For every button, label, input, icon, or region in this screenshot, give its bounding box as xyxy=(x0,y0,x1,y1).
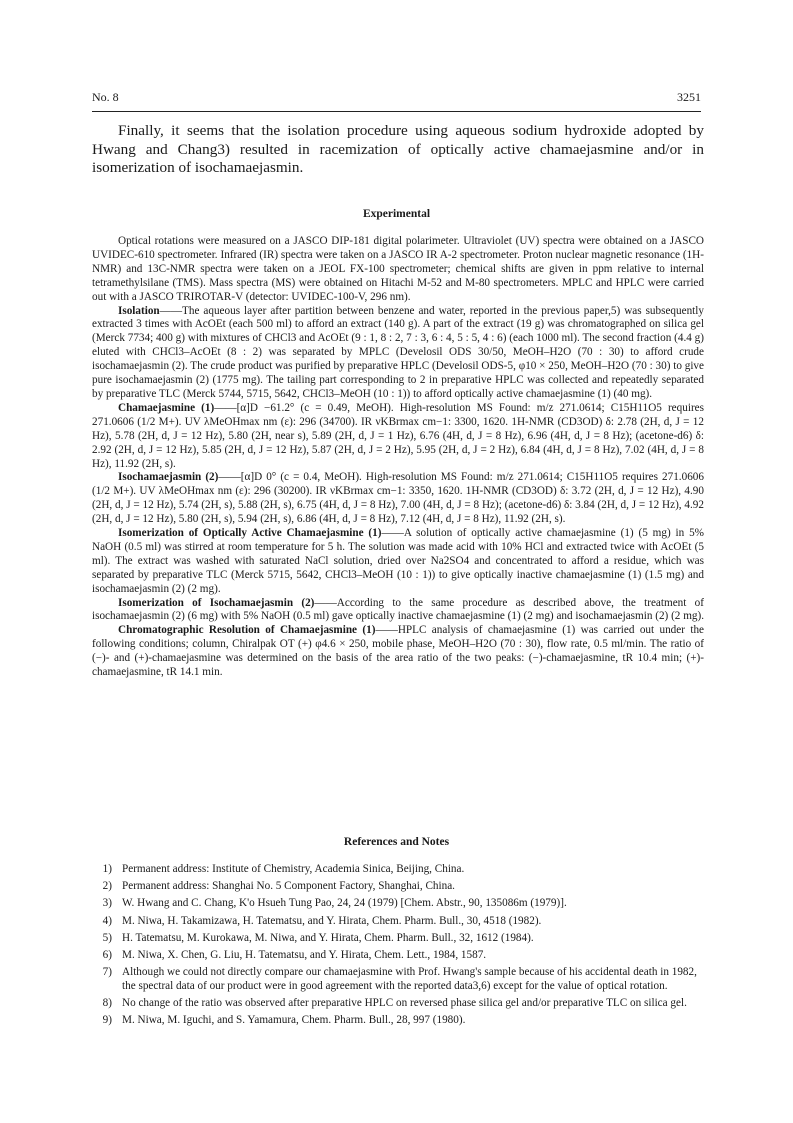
isolation-paragraph xyxy=(92,305,704,402)
reference-text: H. Tatematsu, M. Kurokawa, M. Niwa, and Y. Hirata, Chem. Pharm. Bull., 32, 1612 (1984). xyxy=(122,931,534,944)
reference-number: 6) xyxy=(102,948,112,961)
experimental-section xyxy=(92,235,704,680)
reference-item xyxy=(92,966,704,994)
references-heading: References and Notes xyxy=(343,836,450,848)
isomerization-1-label: Isomerization of Optically Active Chamaejasmine (1) xyxy=(118,527,382,540)
reference-item xyxy=(92,1014,704,1028)
issue-number: No. 8 xyxy=(92,90,119,104)
chamaejasmine-text: ——[α]D −61.2° (c = 0.49, MeOH). High-resolution MS Found: m/z 271.0614; C15H11O5 requires 271.0606 (1/2 M+). UV λMeOHmax nm (ε): 296 (34700). IR νKBrmax cm−1: 3300, 1620. 1H-NMR (CD3OD) δ: 2.78 (2H, d, J = 12 Hz), 5.78 (2H, d, J = 12 Hz), 5.80 (2H, near s), 5.89 (2H, d, J = 1 Hz), 6.76 (4H, d, J = 8 Hz), 6.96 (4H, d, J = 8 Hz); (acetone-d6) δ: 2.92 (2H, d, J = 12 Hz), 5.85 (2H, d, J = 12 Hz), 5.87 (2H, d, J = 2 Hz), 5.95 (2H, d, J = 2 Hz), 6.84 (4H, d, J = 8 Hz), 7.02 (4H, d, J = 8 Hz), 11.92 (2H, s). xyxy=(92,401,704,470)
isomerization-2-text: ——According to the same procedure as described above, the treatment of isochamaejasmin (2) (6 mg) with 5% NaOH (0.5 ml) gave optically inactive chamaejasmine (1) (2 mg) and isochamaejasmin (2) (2 mg). xyxy=(92,596,705,623)
reference-text: Although we could not directly compare our chamaejasmine with Prof. Hwang's sample because of his accidental death in 1982, the spectral data of our product were in good agreement with the reported data3,6) except for the value of optical rotation. xyxy=(122,966,697,992)
reference-item xyxy=(92,897,704,911)
isolation-text: ——The aqueous layer after partition between benzene and water, reported in the previous paper,5) was subsequently extracted 3 times with AcOEt (each 500 ml) to afford an extract (140 g). A part of the extract (19 g) was chromatographed on silica gel (Merck 7734; 400 g) with mixtures of CHCl3 and AcOEt (9 : 1, 8 : 2, 7 : 3, 6 : 4, 5 : 5, 4 : 6) (each 1000 ml). The second fraction (4.4 g) eluted with CHCl3–AcOEt (8 : 2) was separated by MPLC (Develosil ODS 30/50, MeOH–H2O (70 : 30) to afford crude isochamaejasmin (2). The crude product was purified by preparative HPLC (Develosil ODS-5, φ10 × 250, MeOH–H2O (70 : 30) to give pure isochamaejasmin (2) (1775 mg). The tailing part corresponding to 2 in preparative HPLC was collected and repeatedly separated by preparative TLC (Merck 5744, 5715, 5642, CHCl3–MeOH (10 : 1)) to afford optically active chamaejasmine (1) (40 mg). xyxy=(92,304,704,400)
reference-text: W. Hwang and C. Chang, K'o Hsueh Tung Pao, 24, 24 (1979) [Chem. Abstr., 90, 135086m (1979)]. xyxy=(122,897,567,910)
general-methods-paragraph: Optical rotations were measured on a JASCO DIP-181 digital polarimeter. Ultraviolet (UV) spectra were obtained on a JASCO UVIDEC-610 spectrometer. Infrared (IR) spectra were taken on a JASCO IR A-2 spectrometer. Proton nuclear magnetic resonance (1H-NMR) and 13C-NMR spectra were taken on a JEOL FX-100 spectrometer; chemical shifts are given in ppm relative to internal tetramethylsilane (TMS). Mass spectra (MS) were obtained on Hitachi M-52 and M-80 spectrometers. MPLC and HPLC were carried out with a JASCO TRIROTAR-V (detector: UVIDEC-100-V, 296 nm). xyxy=(92,235,704,303)
reference-text: Permanent address: Institute of Chemistry, Academia Sinica, Beijing, China. xyxy=(122,863,465,875)
isomerization-1-paragraph xyxy=(92,527,704,597)
reference-item xyxy=(92,949,704,963)
reference-number: 1) xyxy=(102,863,112,875)
page-number: 3251 xyxy=(677,90,701,104)
isomerization-1-text: ——A solution of optically active chamaejasmine (1) (5 mg) in 5% NaOH (0.5 ml) was stirred at room temperature for 5 h. The solution was made acid with 10% HCl and extracted twice with AcOEt (5 ml). The extract was washed with saturated NaCl solution, dried over Na2SO4 and concentrated to afford a residue, which was separated by preparative TLC (Merck 5715, 5642, CHCl3–MeOH (10 : 1)) to give optically inactive chamaejasmine (1) (1.5 mg) and isochamaejasmin (2) (2 mg). xyxy=(92,527,704,595)
chromatographic-resolution-paragraph xyxy=(92,624,704,680)
isolation-label: Isolation xyxy=(118,304,160,317)
experimental-heading: Experimental xyxy=(362,208,431,220)
reference-item xyxy=(92,915,704,929)
isomerization-2-paragraph xyxy=(92,597,704,625)
reference-number: 3) xyxy=(102,897,112,910)
reference-text: Permanent address: Shanghai No. 5 Component Factory, Shanghai, China. xyxy=(122,880,455,893)
reference-item xyxy=(92,932,704,946)
reference-number: 9) xyxy=(102,1014,112,1027)
reference-text: M. Niwa, H. Takamizawa, H. Tatematsu, and Y. Hirata, Chem. Pharm. Bull., 30, 4518 (1982). xyxy=(122,914,542,927)
reference-item xyxy=(92,997,704,1011)
references-list xyxy=(92,863,704,1031)
reference-number: 7) xyxy=(102,966,112,979)
chromatographic-resolution-text: ——HPLC analysis of chamaejasmine (1) was carried out under the following conditions; column, Chiralpak OT (+) φ4.6 × 250, mobile phase, MeOH–H2O (70 : 30), flow rate, 0.5 ml/min. The ratio of (−)- and (+)-chamaejasmine was determined on the basis of the area ratio of the two peaks: (−)-chamaejasmine, tR 10.4 min; (+)-chamaejasmine, tR 14.1 min. xyxy=(92,624,705,679)
isochamaejasmin-paragraph xyxy=(92,471,704,527)
reference-number: 2) xyxy=(102,880,112,893)
reference-number: 4) xyxy=(102,914,112,927)
isochamaejasmin-label: Isochamaejasmin (2) xyxy=(118,471,219,484)
intro-paragraph: Finally, it seems that the isolation procedure using aqueous sodium hydroxide adopted by Hwang and Chang3) resulted in racemization of optically active chamaejasmine and/or in isomerization of isochamaejasmin. xyxy=(92,122,704,177)
chromatographic-resolution-label: Chromatographic Resolution of Chamaejasmine (1) xyxy=(118,624,376,637)
reference-text: M. Niwa, X. Chen, G. Liu, H. Tatematsu, and Y. Hirata, Chem. Lett., 1984, 1587. xyxy=(122,948,487,961)
reference-number: 5) xyxy=(102,931,112,944)
reference-item xyxy=(92,880,704,894)
header-rule xyxy=(92,111,701,112)
isomerization-2-label: Isomerization of Isochamaejasmin (2) xyxy=(118,596,315,609)
reference-item xyxy=(92,863,704,877)
isochamaejasmin-text: ——[α]D 0° (c = 0.4, MeOH). High-resolution MS Found: m/z 271.0614; C15H11O5 requires 271.0606 (1/2 M+). UV λMeOHmax nm (ε): 296 (30200). IR νKBrmax cm−1: 3350, 1620. 1H-NMR (CD3OD) δ: 3.72 (2H, d, J = 12 Hz), 4.90 (2H, d, J = 12 Hz), 5.74 (2H, s), 5.88 (2H, s), 6.75 (4H, d, J = 8 Hz), 7.00 (4H, d, J = 8 Hz); (acetone-d6) δ: 3.84 (2H, d, J = 12 Hz), 4.92 (2H, d, J = 12 Hz), 5.80 (2H, s), 5.94 (2H, s), 6.86 (4H, d, J = 8 Hz), 7.12 (4H, d, J = 8 Hz), 11.92 (2H, s). xyxy=(92,471,704,526)
running-header xyxy=(92,90,701,108)
reference-number: 8) xyxy=(102,997,112,1010)
reference-text: No change of the ratio was observed after preparative HPLC on reversed phase silica gel and/or preparative TLC on silica gel. xyxy=(122,997,687,1010)
reference-text: M. Niwa, M. Iguchi, and S. Yamamura, Chem. Pharm. Bull., 28, 997 (1980). xyxy=(122,1014,466,1027)
chamaejasmine-label: Chamaejasmine (1) xyxy=(118,401,215,414)
chamaejasmine-paragraph xyxy=(92,402,704,472)
